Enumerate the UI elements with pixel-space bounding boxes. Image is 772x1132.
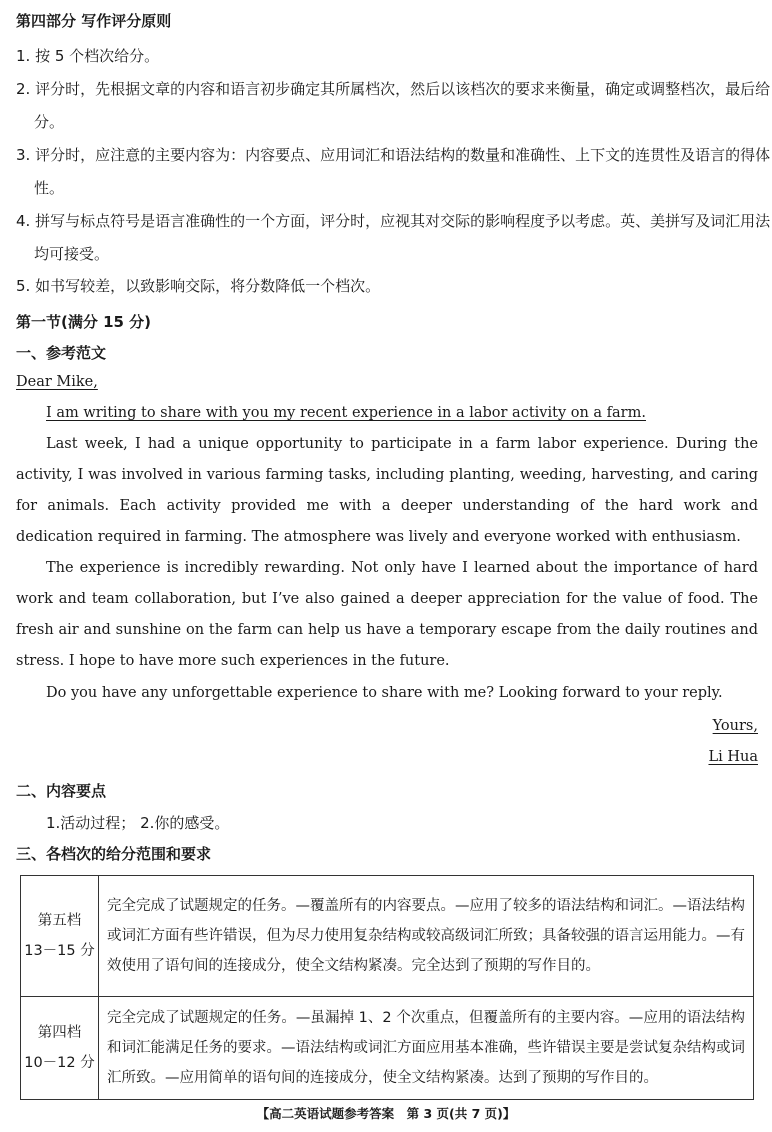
grade-level-cell bbox=[21, 997, 99, 1100]
section-title: 第四部分 写作评分原则 bbox=[16, 12, 172, 30]
sample-heading: 一、参考范文 bbox=[16, 344, 107, 362]
part-title: 第一节(满分 15 分) bbox=[16, 313, 152, 331]
letter-paragraph-1: Last week, I had a unique opportunity to participate in a farm labor experience. During the activity, I was involved in various farming tasks, including planting, weeding, harvesting, and caring for animals. Each activity provided me with a deeper understanding of the hard work and dedication required in farming. The atmosphere was lively and everyone worked with enthusiasm. bbox=[16, 436, 758, 545]
grade-description: 完全完成了试题规定的任务。—虽漏掉 1、2 个次重点，但覆盖所有的主要内容。—应用的语法结构和词汇能满足任务的要求。—语法结构或词汇方面应用基本准确，些许错误主要是尝试复杂结构或词汇所致。—应用简单的语句间的连接成分，使全文结构紧凑。达到了预期的写作目的。 bbox=[99, 997, 754, 1100]
rule-5: 5. 如书写较差，以致影响交际，将分数降低一个档次。 bbox=[16, 277, 381, 295]
points-heading: 二、内容要点 bbox=[16, 782, 107, 800]
rule-2: 2. 评分时，先根据文章的内容和语言初步确定其所属档次，然后以该档次的要求来衡量，确定或调整档次，最后给分。 bbox=[16, 80, 771, 131]
page-footer: 【高二英语试题参考答案 第 3 页(共 7 页)】 bbox=[256, 1106, 516, 1121]
grade-level-cell bbox=[21, 876, 99, 997]
table-row bbox=[21, 876, 754, 997]
letter-greeting: Dear Mike, bbox=[16, 374, 98, 390]
rule-4: 4. 拼写与标点符号是语言准确性的一个方面，评分时，应视其对交际的影响程度予以考虑。英、美拼写及词汇用法均可接受。 bbox=[16, 212, 771, 263]
letter-paragraph-2: The experience is incredibly rewarding. Not only have I learned about the importance of hard work and team collaboration, but I’ve also gained a deeper appreciation for the value of food. The fresh air and sunshine on the farm can help us have a temporary escape from the daily routines and stress. I hope to have more such experiences in the future. bbox=[16, 560, 758, 669]
grade-range: 10－12 分 bbox=[24, 1055, 95, 1071]
grade-range: 13－15 分 bbox=[24, 943, 95, 959]
grade-level: 第四档 bbox=[37, 1025, 82, 1041]
letter-signature: Li Hua bbox=[708, 749, 758, 765]
rule-3: 3. 评分时，应注意的主要内容为：内容要点、应用词汇和语法结构的数量和准确性、上下文的连贯性及语言的得体性。 bbox=[16, 146, 771, 197]
letter-paragraph-3: Do you have any unforgettable experience to share with me? Looking forward to your reply. bbox=[46, 685, 723, 701]
grading-table bbox=[20, 875, 754, 1100]
grade-level: 第五档 bbox=[37, 913, 82, 929]
content-points: 1.活动过程； 2.你的感受。 bbox=[46, 814, 230, 832]
grade-description: 完全完成了试题规定的任务。—覆盖所有的内容要点。—应用了较多的语法结构和词汇。—语法结构或词汇方面有些许错误，但为尽力使用复杂结构或较高级词汇所致；具备较强的语言运用能力。—有效使用了语句间的连接成分，使全文结构紧凑。完全达到了预期的写作目的。 bbox=[99, 876, 754, 997]
rule-1: 1. 按 5 个档次给分。 bbox=[16, 47, 160, 65]
letter-closing: Yours, bbox=[712, 718, 758, 734]
grades-heading: 三、各档次的给分范围和要求 bbox=[16, 845, 212, 863]
letter-opening: I am writing to share with you my recent experience in a labor activity on a farm. bbox=[46, 405, 646, 421]
table-row bbox=[21, 997, 754, 1100]
